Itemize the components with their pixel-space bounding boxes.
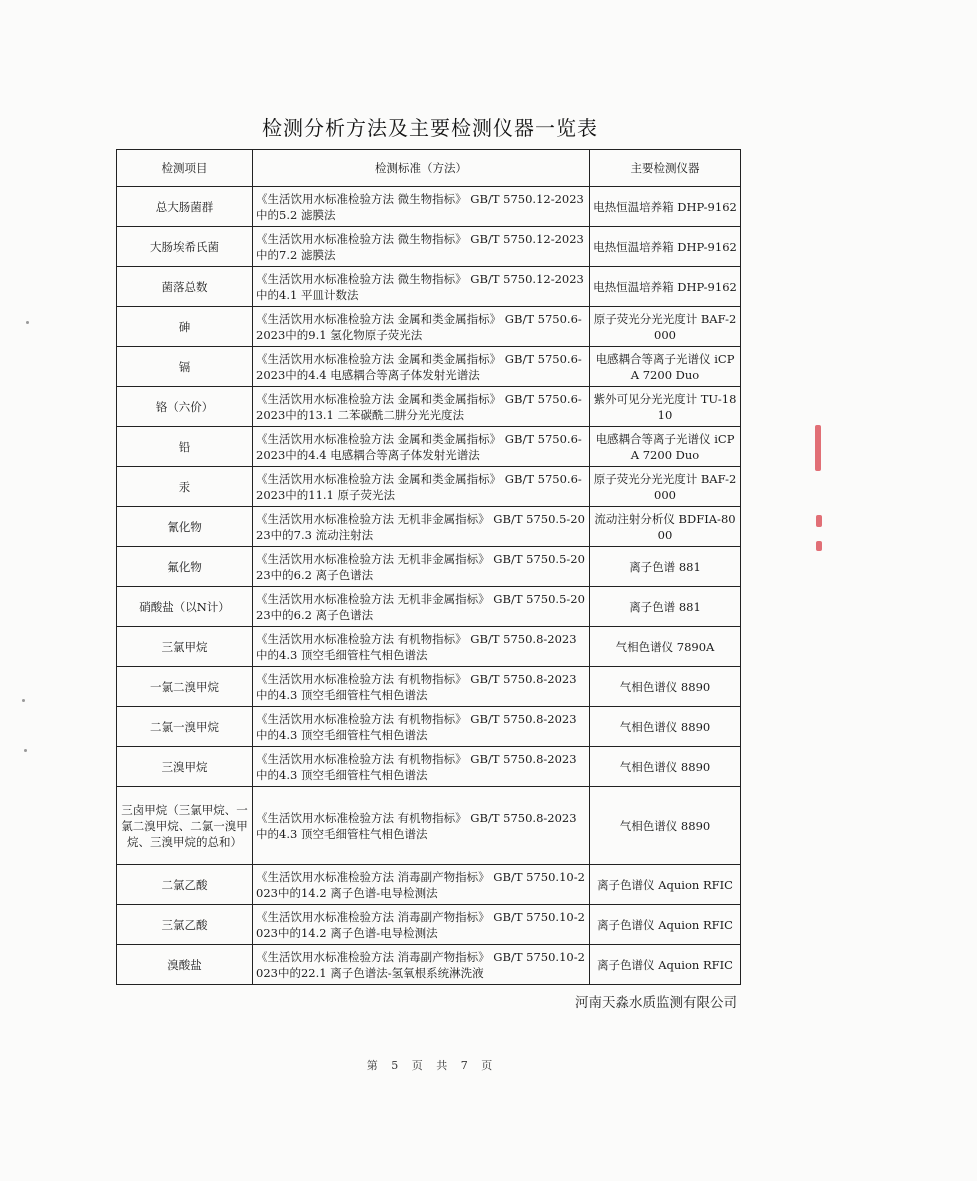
cell-instrument: 原子荧光分光光度计 BAF-2000 bbox=[590, 307, 741, 347]
cell-standard: 《生活饮用水标准检验方法 无机非金属指标》 GB/T 5750.5-2023中的6.2 离子色谱法 bbox=[253, 547, 590, 587]
cell-standard: 《生活饮用水标准检验方法 金属和类金属指标》 GB/T 5750.6-2023中的11.1 原子荧光法 bbox=[253, 467, 590, 507]
table-row bbox=[117, 945, 741, 985]
page-label: 第 bbox=[366, 1059, 379, 1072]
cell-standard: 《生活饮用水标准检验方法 消毒副产物指标》 GB/T 5750.10-2023中的14.2 离子色谱-电导检测法 bbox=[253, 865, 590, 905]
cell-instrument: 气相色谱仪 8890 bbox=[590, 707, 741, 747]
table-row bbox=[117, 467, 741, 507]
cell-standard: 《生活饮用水标准检验方法 有机物指标》 GB/T 5750.8-2023中的4.3 顶空毛细管柱气相色谱法 bbox=[253, 627, 590, 667]
cell-standard: 《生活饮用水标准检验方法 消毒副产物指标》 GB/T 5750.10-2023中的22.1 离子色谱法-氢氧根系统淋洗液 bbox=[253, 945, 590, 985]
page-footer bbox=[0, 1057, 860, 1073]
header-item: 检测项目 bbox=[117, 150, 253, 187]
table-row bbox=[117, 347, 741, 387]
cell-item: 三氯甲烷 bbox=[117, 627, 253, 667]
seal-fragment-mark bbox=[816, 515, 822, 527]
cell-instrument: 原子荧光分光光度计 BAF-2000 bbox=[590, 467, 741, 507]
document-title: 检测分析方法及主要检测仪器一览表 bbox=[262, 116, 598, 140]
seal-fragment-mark bbox=[816, 541, 822, 551]
table-row bbox=[117, 627, 741, 667]
table-row bbox=[117, 227, 741, 267]
total-unit: 页 bbox=[481, 1059, 494, 1072]
cell-item: 氟化物 bbox=[117, 547, 253, 587]
seal-fragment-mark bbox=[815, 425, 821, 471]
cell-standard: 《生活饮用水标准检验方法 消毒副产物指标》 GB/T 5750.10-2023中的14.2 离子色谱-电导检测法 bbox=[253, 905, 590, 945]
cell-item: 溴酸盐 bbox=[117, 945, 253, 985]
cell-item: 三溴甲烷 bbox=[117, 747, 253, 787]
scan-speck bbox=[22, 699, 25, 702]
cell-standard: 《生活饮用水标准检验方法 金属和类金属指标》 GB/T 5750.6-2023中的4.4 电感耦合等离子体发射光谱法 bbox=[253, 427, 590, 467]
table-row bbox=[117, 387, 741, 427]
company-name: 河南天淼水质监测有限公司 bbox=[575, 995, 737, 1011]
table-row bbox=[117, 307, 741, 347]
cell-instrument: 离子色谱仪 Aquion RFIC bbox=[590, 865, 741, 905]
cell-item: 大肠埃希氏菌 bbox=[117, 227, 253, 267]
cell-standard: 《生活饮用水标准检验方法 微生物指标》 GB/T 5750.12-2023中的4.1 平皿计数法 bbox=[253, 267, 590, 307]
cell-item: 三氯乙酸 bbox=[117, 905, 253, 945]
scan-speck bbox=[26, 321, 29, 324]
cell-instrument: 离子色谱 881 bbox=[590, 547, 741, 587]
cell-instrument: 气相色谱仪 8890 bbox=[590, 787, 741, 865]
cell-item: 一氯二溴甲烷 bbox=[117, 667, 253, 707]
cell-item: 汞 bbox=[117, 467, 253, 507]
page-unit: 页 bbox=[411, 1059, 424, 1072]
total-label: 共 bbox=[436, 1059, 449, 1072]
cell-item: 砷 bbox=[117, 307, 253, 347]
cell-item: 三卤甲烷（三氯甲烷、一氯二溴甲烷、二氯一溴甲烷、三溴甲烷的总和） bbox=[117, 787, 253, 865]
cell-instrument: 紫外可见分光光度计 TU-1810 bbox=[590, 387, 741, 427]
table-row bbox=[117, 507, 741, 547]
cell-instrument: 电热恒温培养箱 DHP-9162 bbox=[590, 267, 741, 307]
cell-standard: 《生活饮用水标准检验方法 无机非金属指标》 GB/T 5750.5-2023中的7.3 流动注射法 bbox=[253, 507, 590, 547]
cell-instrument: 电热恒温培养箱 DHP-9162 bbox=[590, 227, 741, 267]
cell-instrument: 流动注射分析仪 BDFIA-8000 bbox=[590, 507, 741, 547]
cell-item: 镉 bbox=[117, 347, 253, 387]
table-row bbox=[117, 267, 741, 307]
cell-instrument: 气相色谱仪 8890 bbox=[590, 667, 741, 707]
cell-item: 二氯一溴甲烷 bbox=[117, 707, 253, 747]
cell-instrument: 离子色谱仪 Aquion RFIC bbox=[590, 905, 741, 945]
cell-standard: 《生活饮用水标准检验方法 金属和类金属指标》 GB/T 5750.6-2023中的9.1 氢化物原子荧光法 bbox=[253, 307, 590, 347]
page-number: 5 bbox=[391, 1059, 400, 1072]
table-row bbox=[117, 747, 741, 787]
cell-instrument: 离子色谱仪 Aquion RFIC bbox=[590, 945, 741, 985]
cell-item: 总大肠菌群 bbox=[117, 187, 253, 227]
cell-standard: 《生活饮用水标准检验方法 金属和类金属指标》 GB/T 5750.6-2023中的4.4 电感耦合等离子体发射光谱法 bbox=[253, 347, 590, 387]
cell-item: 菌落总数 bbox=[117, 267, 253, 307]
cell-instrument: 离子色谱 881 bbox=[590, 587, 741, 627]
cell-item: 氰化物 bbox=[117, 507, 253, 547]
table-row bbox=[117, 427, 741, 467]
cell-standard: 《生活饮用水标准检验方法 金属和类金属指标》 GB/T 5750.6-2023中的13.1 二苯碳酰二肼分光光度法 bbox=[253, 387, 590, 427]
table-row bbox=[117, 707, 741, 747]
cell-item: 二氯乙酸 bbox=[117, 865, 253, 905]
table-row bbox=[117, 787, 741, 865]
cell-standard: 《生活饮用水标准检验方法 无机非金属指标》 GB/T 5750.5-2023中的6.2 离子色谱法 bbox=[253, 587, 590, 627]
cell-item: 硝酸盐（以N计） bbox=[117, 587, 253, 627]
table-row bbox=[117, 187, 741, 227]
cell-instrument: 气相色谱仪 8890 bbox=[590, 747, 741, 787]
table-row bbox=[117, 905, 741, 945]
total-pages: 7 bbox=[460, 1059, 469, 1072]
table-row bbox=[117, 547, 741, 587]
cell-standard: 《生活饮用水标准检验方法 微生物指标》 GB/T 5750.12-2023中的5.2 滤膜法 bbox=[253, 187, 590, 227]
cell-instrument: 电感耦合等离子光谱仪 iCPA 7200 Duo bbox=[590, 347, 741, 387]
cell-standard: 《生活饮用水标准检验方法 有机物指标》 GB/T 5750.8-2023中的4.3 顶空毛细管柱气相色谱法 bbox=[253, 747, 590, 787]
scan-speck bbox=[24, 749, 27, 752]
table-header-row bbox=[117, 150, 741, 187]
header-standard: 检测标准（方法） bbox=[253, 150, 590, 187]
cell-standard: 《生活饮用水标准检验方法 微生物指标》 GB/T 5750.12-2023中的7.2 滤膜法 bbox=[253, 227, 590, 267]
cell-instrument: 电热恒温培养箱 DHP-9162 bbox=[590, 187, 741, 227]
cell-standard: 《生活饮用水标准检验方法 有机物指标》 GB/T 5750.8-2023中的4.3 顶空毛细管柱气相色谱法 bbox=[253, 787, 590, 865]
cell-item: 铬（六价） bbox=[117, 387, 253, 427]
table-row bbox=[117, 587, 741, 627]
cell-item: 铅 bbox=[117, 427, 253, 467]
methods-instruments-table bbox=[116, 149, 741, 985]
cell-standard: 《生活饮用水标准检验方法 有机物指标》 GB/T 5750.8-2023中的4.3 顶空毛细管柱气相色谱法 bbox=[253, 707, 590, 747]
cell-instrument: 电感耦合等离子光谱仪 iCPA 7200 Duo bbox=[590, 427, 741, 467]
cell-standard: 《生活饮用水标准检验方法 有机物指标》 GB/T 5750.8-2023中的4.3 顶空毛细管柱气相色谱法 bbox=[253, 667, 590, 707]
table-row bbox=[117, 865, 741, 905]
cell-instrument: 气相色谱仪 7890A bbox=[590, 627, 741, 667]
table-row bbox=[117, 667, 741, 707]
header-instrument: 主要检测仪器 bbox=[590, 150, 741, 187]
